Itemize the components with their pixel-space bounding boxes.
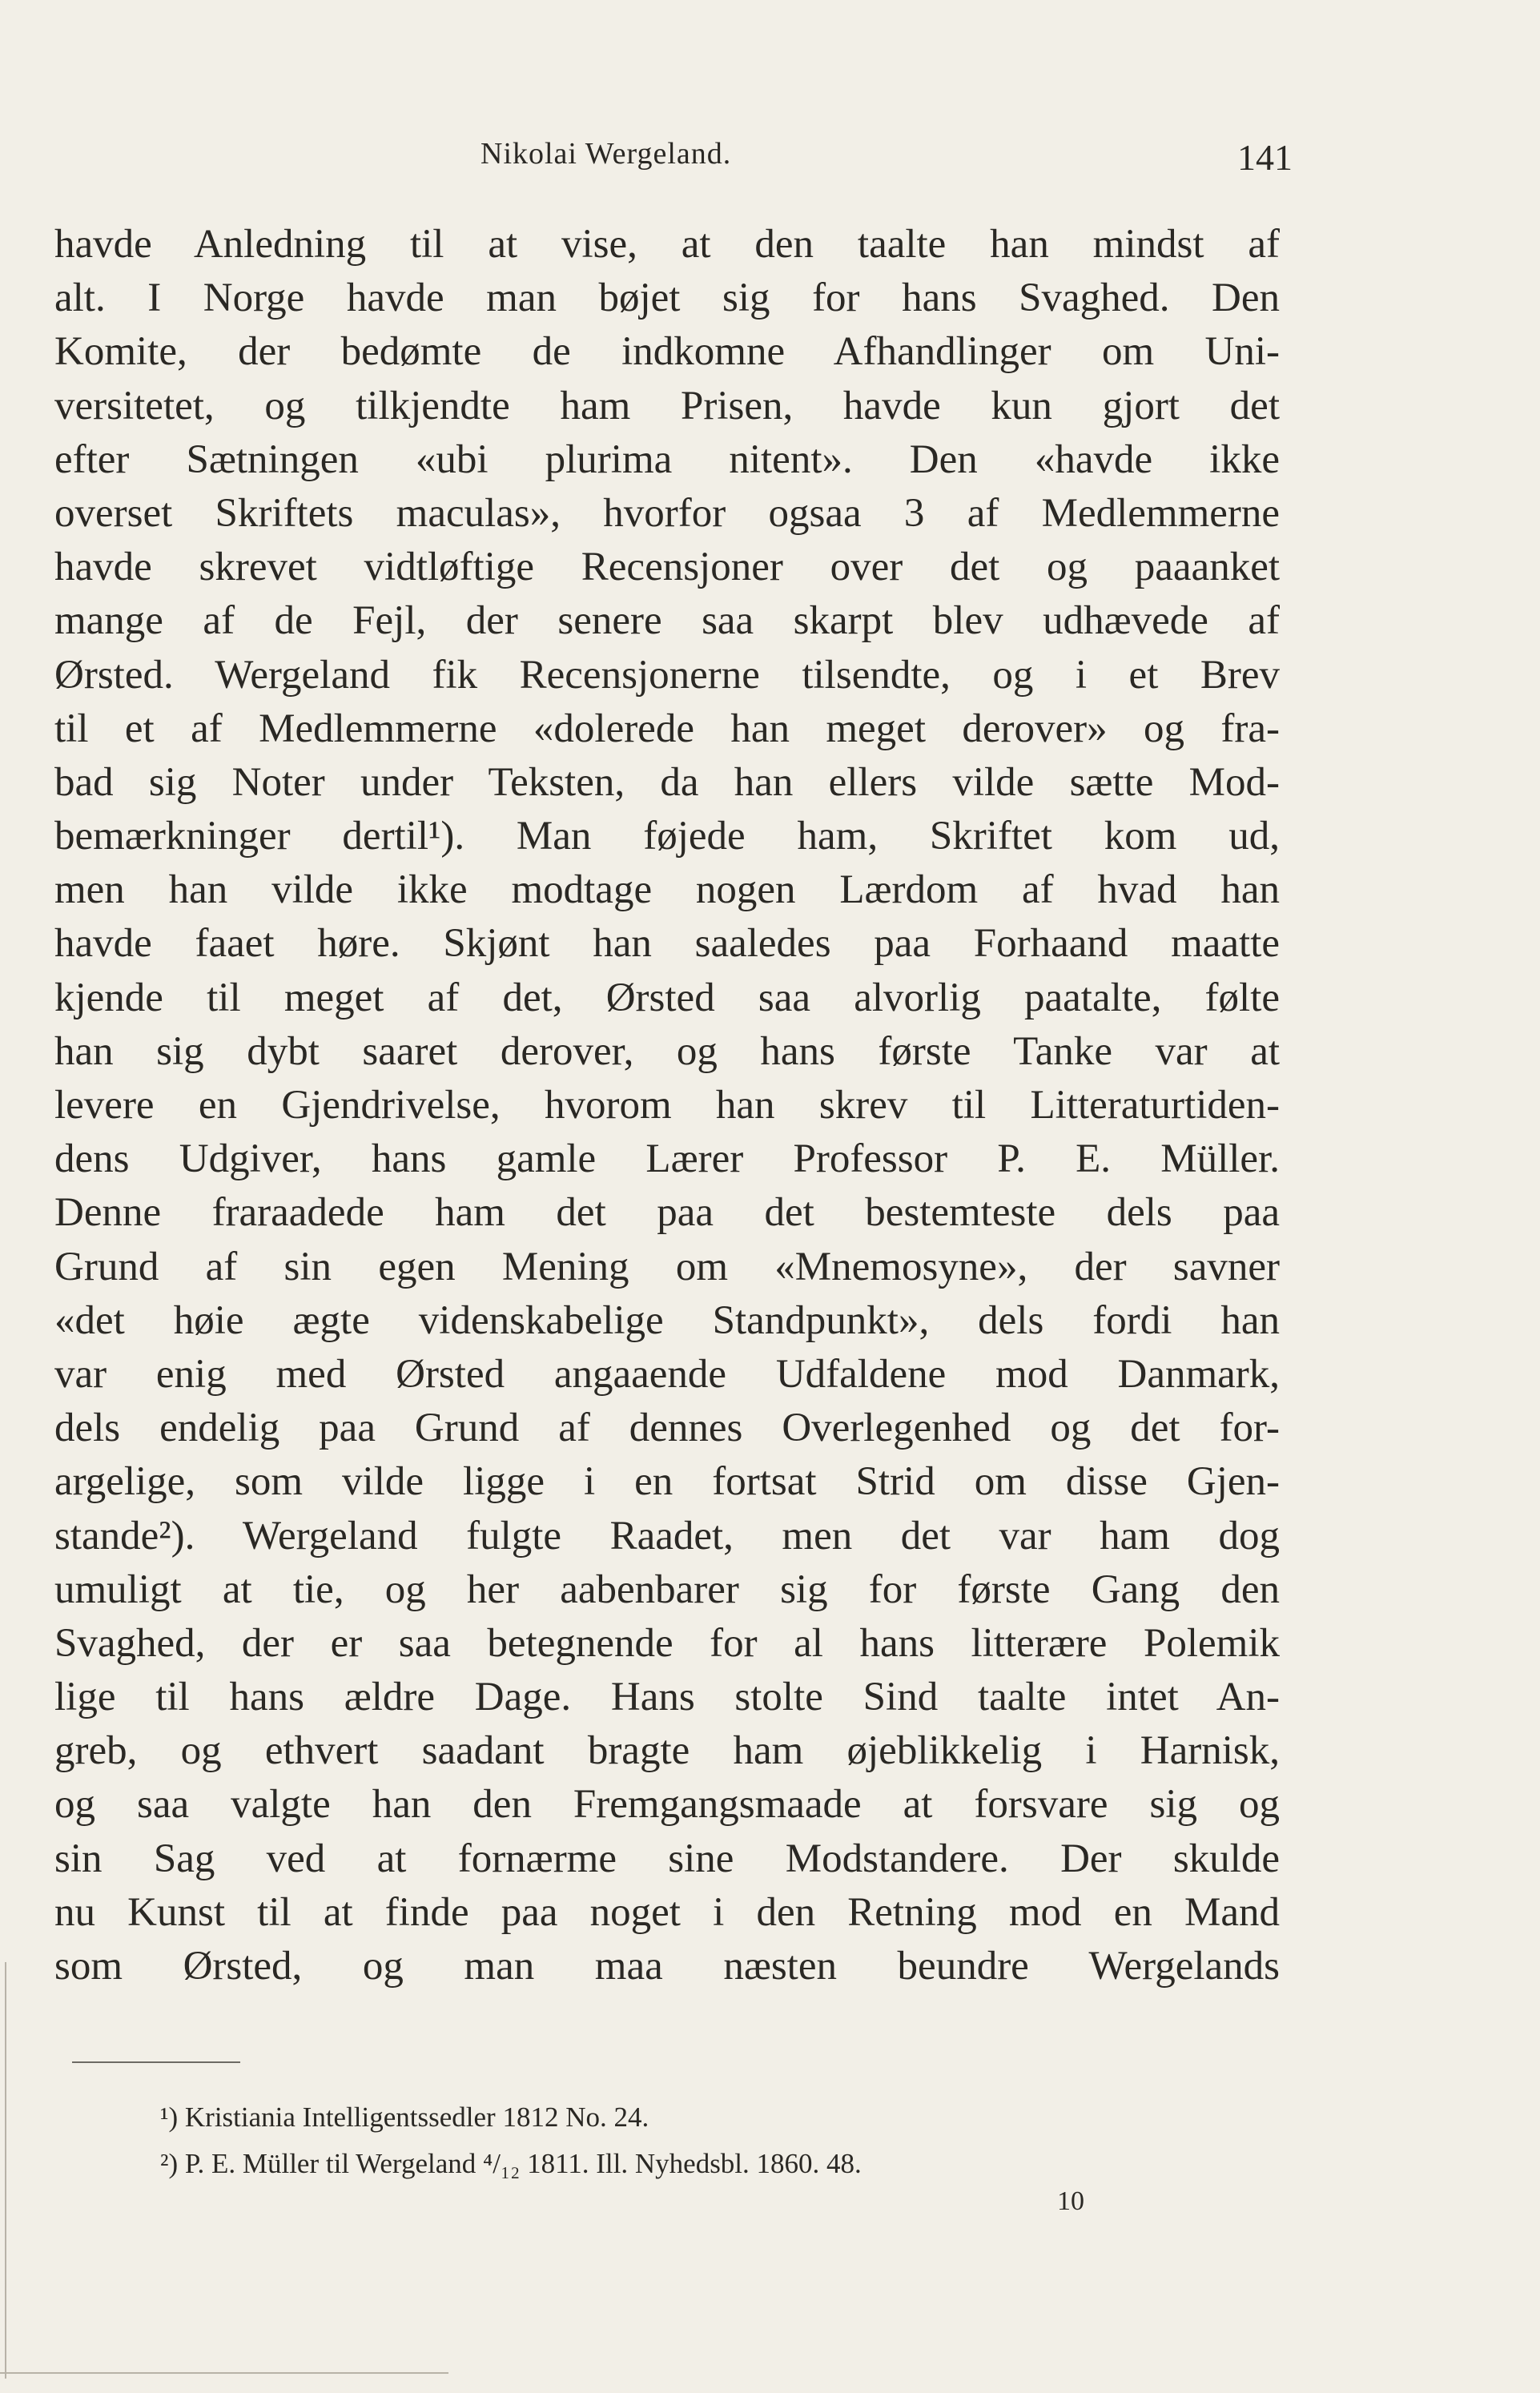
text-line: havde Anledning til at vise, at den taalte han mindst af bbox=[54, 222, 1280, 267]
text-line: levere en Gjendrivelse, hvorom han skrev til Litteraturtiden- bbox=[54, 1083, 1280, 1128]
text-line: alt. I Norge havde man bøjet sig for hans Svaghed. Den bbox=[54, 275, 1280, 321]
text-line: havde skrevet vidtløftige Recensjoner over det og paaanket bbox=[54, 545, 1280, 590]
text-line: «det høie ægte videnskabelige Standpunkt», dels fordi han bbox=[54, 1297, 1280, 1343]
text-line: Denne fraraadede ham det paa det bestemteste dels paa bbox=[54, 1190, 1280, 1236]
text-line: var enig med Ørsted angaaende Udfaldene mod Danmark, bbox=[54, 1351, 1280, 1397]
text-line: efter Sætningen «ubi plurima nitent». Den «havde ikke bbox=[54, 436, 1280, 482]
text-line: Svaghed, der er saa betegnende for al hans litterære Polemik bbox=[54, 1620, 1280, 1666]
signature-mark: 10 bbox=[1057, 2186, 1084, 2216]
text-line: sin Sag ved at fornærme sine Modstandere. Der skulde bbox=[54, 1836, 1280, 1881]
footnotes bbox=[160, 2094, 862, 2187]
body-text bbox=[54, 218, 1280, 1993]
text-line: som Ørsted, og man maa næsten beundre Wergelands bbox=[54, 1944, 1280, 1989]
text-line: kjende til meget af det, Ørsted saa alvorlig paatalte, følte bbox=[54, 975, 1280, 1020]
text-line: dels endelig paa Grund af dennes Overlegenhed og det for- bbox=[54, 1406, 1280, 1451]
text-line: til et af Medlemmerne «dolerede han meget derover» og fra- bbox=[54, 706, 1280, 751]
text-line: greb, og ethvert saadant bragte ham øjeblikkelig i Harnisk, bbox=[54, 1728, 1280, 1774]
text-line: Komite, der bedømte de indkomne Afhandlinger om Uni- bbox=[54, 329, 1280, 375]
text-line: argelige, som vilde ligge i en fortsat Strid om disse Gjen- bbox=[54, 1459, 1280, 1505]
page-edge-line bbox=[5, 1962, 6, 2379]
footnote-1: ¹) Kristiania Intelligentssedler 1812 No. 24. bbox=[160, 2101, 649, 2133]
running-title: Nikolai Wergeland. bbox=[480, 137, 732, 171]
text-line: Grund af sin egen Mening om «Mnemosyne», der savner bbox=[54, 1244, 1280, 1289]
text-line: havde faaet høre. Skjønt han saaledes paa Forhaand maatte bbox=[54, 921, 1280, 967]
text-line: han sig dybt saaret derover, og hans første Tanke var at bbox=[54, 1028, 1280, 1074]
text-line: versitetet, og tilkjendte ham Prisen, havde kun gjort det bbox=[54, 383, 1280, 428]
text-line: mange af de Fejl, der senere saa skarpt blev udhævede af bbox=[54, 598, 1280, 644]
text-line: Ørsted. Wergeland fik Recensjonerne tilsendte, og i et Brev bbox=[54, 652, 1280, 698]
text-line: men han vilde ikke modtage nogen Lærdom af hvad han bbox=[54, 867, 1280, 913]
page-number: 141 bbox=[1237, 137, 1293, 178]
text-line: nu Kunst til at finde paa noget i den Retning mod en Mand bbox=[54, 1889, 1280, 1935]
text-line: lige til hans ældre Dage. Hans stolte Sind taalte intet An- bbox=[54, 1675, 1280, 1720]
footnote-2: ²) P. E. Müller til Wergeland ⁴/₁₂ 1811. Ill. Nyhedsbl. 1860. 48. bbox=[160, 2148, 862, 2179]
text-line: bemærkninger dertil¹). Man føjede ham, Skriftet kom ud, bbox=[54, 814, 1280, 859]
page-bottom-edge bbox=[0, 2372, 448, 2374]
text-line: bad sig Noter under Teksten, da han ellers vilde sætte Mod- bbox=[54, 759, 1280, 805]
text-line: og saa valgte han den Fremgangsmaade at forsvare sig og bbox=[54, 1782, 1280, 1828]
text-line: overset Skriftets maculas», hvorfor ogsaa 3 af Medlemmerne bbox=[54, 490, 1280, 536]
text-line: dens Udgiver, hans gamle Lærer Professor P. E. Müller. bbox=[54, 1136, 1280, 1182]
text-line: stande²). Wergeland fulgte Raadet, men det var ham dog bbox=[54, 1513, 1280, 1558]
text-line: umuligt at tie, og her aabenbarer sig for første Gang den bbox=[54, 1567, 1280, 1612]
footnote-rule bbox=[72, 2061, 240, 2063]
